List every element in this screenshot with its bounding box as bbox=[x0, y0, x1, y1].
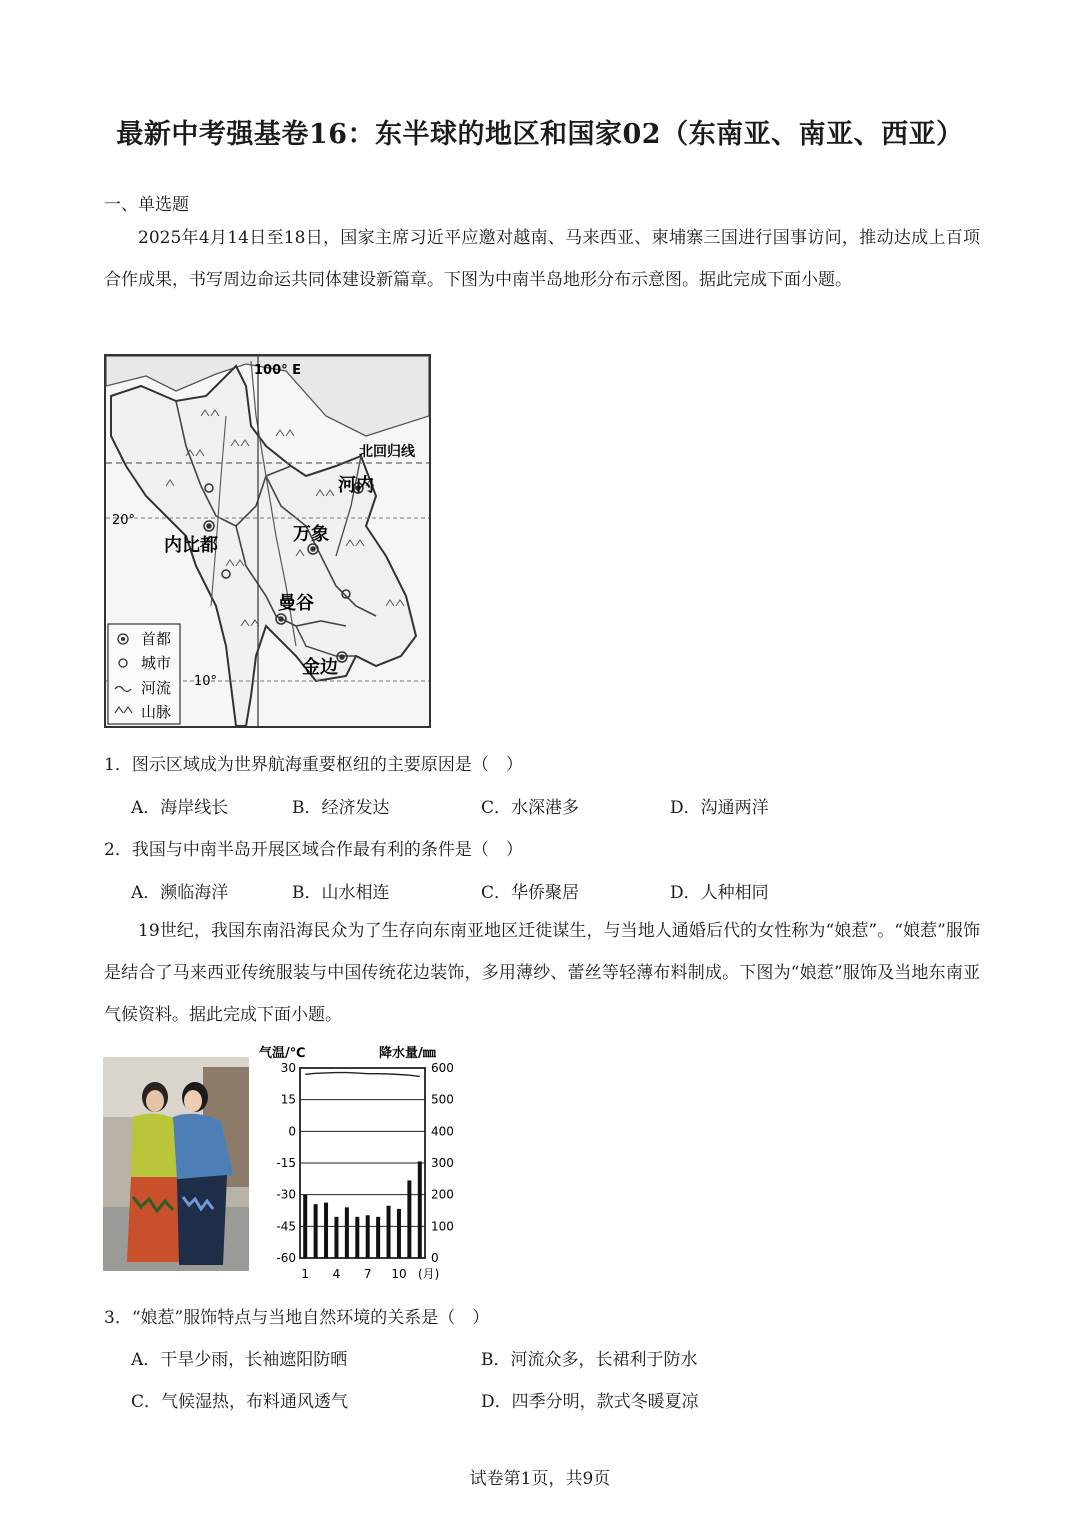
legend-mountain: 山脉 bbox=[141, 703, 172, 721]
lat20-label: 20° bbox=[112, 513, 136, 528]
nyonya-photo bbox=[103, 1057, 249, 1271]
page-title: 最新中考强基卷16：东半球的地区和国家02（东南亚、南亚、西亚） bbox=[116, 119, 964, 150]
precip-bar bbox=[407, 1180, 411, 1258]
temp-tick-label: 30 bbox=[280, 1061, 296, 1075]
month-tick-label: 7 bbox=[363, 1267, 372, 1281]
city-hanoi: 河内 bbox=[338, 475, 374, 496]
precip-bar bbox=[418, 1161, 422, 1258]
temperature-line bbox=[305, 1073, 420, 1077]
month-tick-label: 4 bbox=[332, 1267, 341, 1281]
lat10-label: 10° bbox=[194, 674, 218, 689]
x-unit-label: (月) bbox=[418, 1267, 440, 1281]
temp-tick-label: -30 bbox=[276, 1187, 296, 1202]
temp-tick-label: -60 bbox=[276, 1251, 296, 1265]
page-footer: 试卷第1页，共9页 bbox=[469, 1469, 611, 1489]
precip-tick-label: 600 bbox=[431, 1061, 454, 1075]
climate-chart bbox=[255, 1040, 470, 1285]
precip-bar bbox=[376, 1217, 380, 1258]
precip-tick-label: 500 bbox=[431, 1092, 454, 1107]
q3-option-b: B．河流众多，长裙利于防水 bbox=[481, 1350, 698, 1370]
precip-bar bbox=[334, 1217, 338, 1258]
precip-tick-label: 0 bbox=[431, 1251, 439, 1265]
precip-bar bbox=[355, 1217, 359, 1258]
precip-bar bbox=[387, 1206, 391, 1258]
legend-river: 河流 bbox=[141, 679, 172, 697]
tropic-label: 北回归线 bbox=[359, 444, 415, 460]
lon-label: 100° E bbox=[254, 363, 302, 378]
map-graphic bbox=[106, 356, 429, 726]
question-1-stem: 1．图示区域成为世界航海重要枢纽的主要原因是（ ） bbox=[104, 755, 523, 775]
month-tick-label: 1 bbox=[301, 1267, 310, 1281]
temp-axis-label: 气温/℃ bbox=[259, 1046, 306, 1061]
q3-option-c: C．气候湿热，布料通风透气 bbox=[131, 1392, 349, 1412]
precip-tick-label: 100 bbox=[431, 1219, 454, 1234]
climate-chart-svg bbox=[255, 1040, 470, 1285]
q3-option-a: A．干旱少雨，长袖遮阳防晒 bbox=[131, 1350, 348, 1370]
question-3-stem: 3．“娘惹”服饰特点与当地自然环境的关系是（ ） bbox=[104, 1308, 490, 1328]
section-heading: 一、单选题 bbox=[104, 195, 189, 215]
legend-capital: 首都 bbox=[141, 630, 172, 648]
q1-option-a: A．海岸线长 bbox=[131, 798, 229, 818]
intro-passage-1: 2025年4月14日至18日，国家主席习近平应邀对越南、马来西亚、柬埔寨三国进行国事访问，推动达成上百项合作成果，书写周边命运共同体建设新篇章。下图为中南半岛地形分布示意图。据此完成下面小题。 bbox=[104, 228, 980, 290]
precip-bar bbox=[397, 1209, 401, 1258]
q3-option-d: D．四季分明，款式冬暖夏凉 bbox=[481, 1392, 699, 1412]
q1-option-b: B．经济发达 bbox=[292, 798, 390, 818]
intro-passage-2: 19世纪，我国东南沿海民众为了生存向东南亚地区迁徙谋生，与当地人通婚后代的女性称为“娘惹”。“娘惹”服饰是结合了马来西亚传统服装与中国传统花边装饰，多用薄纱、蕾丝等轻薄布料制成。下图为“娘惹”服饰及当地东南亚气候资料。据此完成下面小题。 bbox=[104, 921, 980, 1025]
precip-bar bbox=[345, 1207, 349, 1258]
temp-tick-label: 0 bbox=[288, 1124, 296, 1139]
precip-axis-label: 降水量/㎜ bbox=[379, 1046, 436, 1061]
precip-tick-label: 200 bbox=[431, 1187, 454, 1202]
precip-tick-label: 300 bbox=[431, 1156, 454, 1170]
q1-option-d: D．沟通两洋 bbox=[670, 798, 769, 818]
question-2-stem: 2．我国与中南半岛开展区域合作最有利的条件是（ ） bbox=[104, 840, 523, 860]
city-bangkok: 曼谷 bbox=[278, 593, 314, 614]
precip-bar bbox=[324, 1203, 328, 1258]
city-vientiane: 万象 bbox=[293, 524, 329, 545]
indochina-map bbox=[104, 354, 431, 728]
q2-option-b: B．山水相连 bbox=[292, 883, 390, 903]
temp-tick-label: -45 bbox=[276, 1219, 296, 1234]
city-phnompenh: 金边 bbox=[302, 657, 338, 678]
city-naypyidaw: 内比都 bbox=[164, 535, 218, 556]
precip-bar bbox=[303, 1195, 307, 1258]
q1-option-c: C．水深港多 bbox=[481, 798, 580, 818]
temp-tick-label: 15 bbox=[280, 1092, 296, 1107]
precip-tick-label: 400 bbox=[431, 1124, 454, 1139]
precip-bar bbox=[314, 1204, 318, 1258]
month-tick-label: 10 bbox=[391, 1267, 407, 1281]
q2-option-d: D．人种相同 bbox=[670, 883, 769, 903]
precip-bar bbox=[366, 1215, 370, 1258]
temp-tick-label: -15 bbox=[276, 1156, 296, 1170]
q2-option-c: C．华侨聚居 bbox=[481, 883, 580, 903]
q2-option-a: A．濒临海洋 bbox=[131, 883, 229, 903]
legend-city: 城市 bbox=[141, 654, 172, 672]
